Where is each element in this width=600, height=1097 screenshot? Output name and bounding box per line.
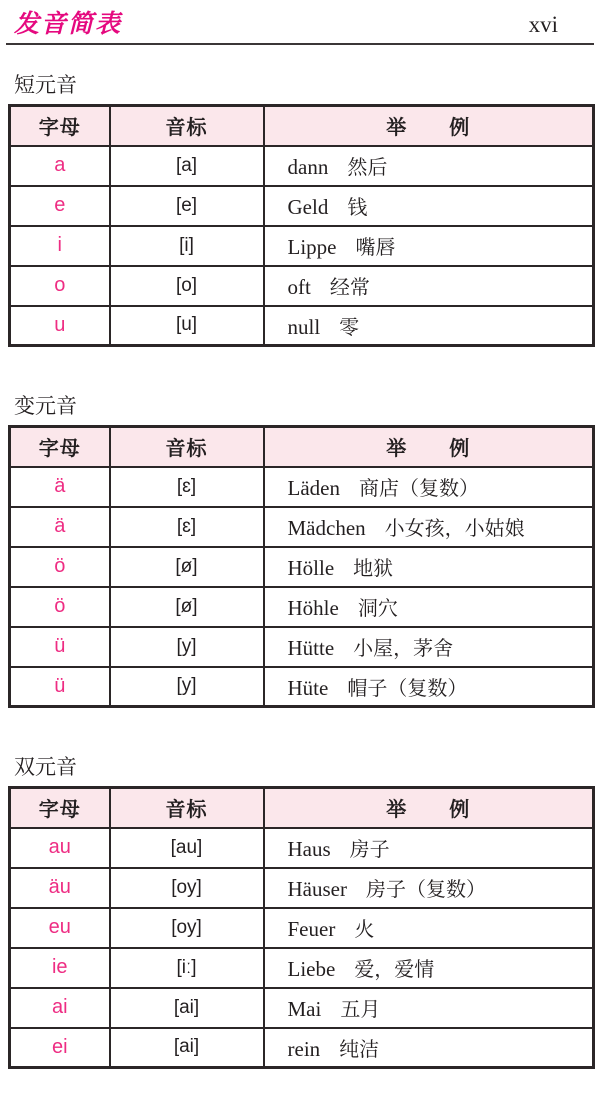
german-word: Hölle <box>287 556 335 580</box>
chinese-gloss: 洞穴 <box>357 598 398 620</box>
col-header-letter: 字母 <box>10 427 110 467</box>
phonetic-cell: [ɛ] <box>110 507 264 547</box>
chinese-gloss: 然后 <box>347 157 388 179</box>
table-row <box>10 507 594 547</box>
example-cell <box>264 186 594 226</box>
table-row <box>10 266 594 306</box>
letter-cell: ü <box>10 667 110 707</box>
german-word: null <box>287 314 321 339</box>
chinese-gloss: 纯洁 <box>339 1038 380 1061</box>
chinese-gloss: 帽子（复数） <box>347 677 468 700</box>
german-word: Hütte <box>287 636 335 660</box>
german-word: dann <box>287 155 329 179</box>
german-word: Geld <box>287 195 329 219</box>
chinese-gloss: 小屋，茅舍 <box>353 638 454 660</box>
chinese-gloss: 房子（复数） <box>365 879 486 901</box>
col-header-letter: 字母 <box>10 788 110 828</box>
letter-cell: ö <box>10 587 110 627</box>
col-header-phonetic: 音标 <box>110 427 264 467</box>
letter-cell: au <box>10 828 110 868</box>
letter-cell: a <box>10 146 110 186</box>
col-header-letter: 字母 <box>10 106 110 146</box>
col-header-phonetic: 音标 <box>110 106 264 146</box>
chinese-gloss: 商店（复数） <box>358 478 479 500</box>
german-word: Liebe <box>287 957 336 981</box>
page-number: xvi <box>528 12 558 37</box>
phonetic-cell: [u] <box>110 306 264 346</box>
table-row <box>10 868 594 908</box>
chinese-gloss: 房子 <box>349 839 390 861</box>
phonetic-cell: [y] <box>110 627 264 667</box>
german-word: Mädchen <box>287 516 366 540</box>
table-row <box>10 908 594 948</box>
chinese-gloss: 地狱 <box>353 558 394 580</box>
table-row <box>10 828 594 868</box>
letter-cell: ü <box>10 627 110 667</box>
letter-cell: ä <box>10 507 110 547</box>
pronunciation-section <box>6 754 594 1069</box>
example-cell <box>264 908 594 948</box>
example-cell <box>264 507 594 547</box>
german-word: Lippe <box>287 235 337 259</box>
phonetic-cell: [ɛ] <box>110 467 264 507</box>
letter-cell: äu <box>10 868 110 908</box>
phonetic-cell: [ai] <box>110 1028 264 1068</box>
chinese-gloss: 嘴唇 <box>355 237 396 259</box>
german-word: Höhle <box>287 596 339 620</box>
page-title: 发音简表 <box>14 9 123 38</box>
example-cell <box>264 226 594 266</box>
col-header-example: 举 例 <box>264 788 594 828</box>
example-cell <box>264 547 594 587</box>
pronunciation-table <box>8 425 595 708</box>
section-heading: 短元音 <box>14 73 77 97</box>
table-header-row <box>10 427 594 467</box>
pronunciation-section <box>6 72 594 347</box>
example-cell <box>264 667 594 707</box>
chinese-gloss: 零 <box>339 316 360 339</box>
letter-cell: eu <box>10 908 110 948</box>
chinese-gloss: 爱，爱情 <box>354 959 435 981</box>
example-cell <box>264 1028 594 1068</box>
phonetic-cell: [ø] <box>110 547 264 587</box>
chinese-gloss: 五月 <box>340 999 381 1021</box>
letter-cell: ie <box>10 948 110 988</box>
letter-cell: u <box>10 306 110 346</box>
chinese-gloss: 火 <box>354 919 375 941</box>
example-cell <box>264 306 594 346</box>
phonetic-cell: [iː] <box>110 948 264 988</box>
section-heading: 变元音 <box>14 394 77 418</box>
table-row <box>10 587 594 627</box>
table-row <box>10 547 594 587</box>
example-cell <box>264 266 594 306</box>
section-heading: 双元音 <box>14 755 77 779</box>
chinese-gloss: 经常 <box>329 277 370 299</box>
running-head <box>6 8 594 45</box>
german-word: Haus <box>287 837 331 861</box>
chinese-gloss: 钱 <box>347 197 368 219</box>
example-cell <box>264 988 594 1028</box>
letter-cell: ei <box>10 1028 110 1068</box>
table-row <box>10 1028 594 1068</box>
col-header-example: 举 例 <box>264 427 594 467</box>
table-row <box>10 186 594 226</box>
phonetic-cell: [au] <box>110 828 264 868</box>
phonetic-cell: [i] <box>110 226 264 266</box>
table-row <box>10 306 594 346</box>
phonetic-cell: [o] <box>110 266 264 306</box>
letter-cell: ai <box>10 988 110 1028</box>
letter-cell: o <box>10 266 110 306</box>
table-row <box>10 226 594 266</box>
table-row <box>10 627 594 667</box>
german-word: Hüte <box>287 675 329 700</box>
table-row <box>10 988 594 1028</box>
letter-cell: ä <box>10 467 110 507</box>
table-header-row <box>10 788 594 828</box>
phonetic-cell: [y] <box>110 667 264 707</box>
german-word: Mai <box>287 997 322 1021</box>
example-cell <box>264 627 594 667</box>
example-cell <box>264 828 594 868</box>
example-cell <box>264 467 594 507</box>
table-row <box>10 948 594 988</box>
col-header-example: 举 例 <box>264 106 594 146</box>
phonetic-cell: [a] <box>110 146 264 186</box>
german-word: Feuer <box>287 917 336 941</box>
phonetic-cell: [oy] <box>110 868 264 908</box>
pronunciation-table <box>8 786 595 1069</box>
phonetic-cell: [e] <box>110 186 264 226</box>
german-word: Läden <box>287 476 340 500</box>
table-row <box>10 467 594 507</box>
german-word: rein <box>287 1036 321 1061</box>
example-cell <box>264 587 594 627</box>
table-header-row <box>10 106 594 146</box>
letter-cell: ö <box>10 547 110 587</box>
letter-cell: i <box>10 226 110 266</box>
phonetic-cell: [ø] <box>110 587 264 627</box>
table-row <box>10 667 594 707</box>
letter-cell: e <box>10 186 110 226</box>
phonetic-cell: [oy] <box>110 908 264 948</box>
example-cell <box>264 948 594 988</box>
example-cell <box>264 146 594 186</box>
phonetic-cell: [ai] <box>110 988 264 1028</box>
example-cell <box>264 868 594 908</box>
german-word: Häuser <box>287 877 347 901</box>
german-word: oft <box>287 275 311 299</box>
pronunciation-section <box>6 393 594 708</box>
sections-root <box>6 72 594 1069</box>
chinese-gloss: 小女孩，小姑娘 <box>384 518 525 540</box>
table-row <box>10 146 594 186</box>
col-header-phonetic: 音标 <box>110 788 264 828</box>
pronunciation-table <box>8 104 595 347</box>
